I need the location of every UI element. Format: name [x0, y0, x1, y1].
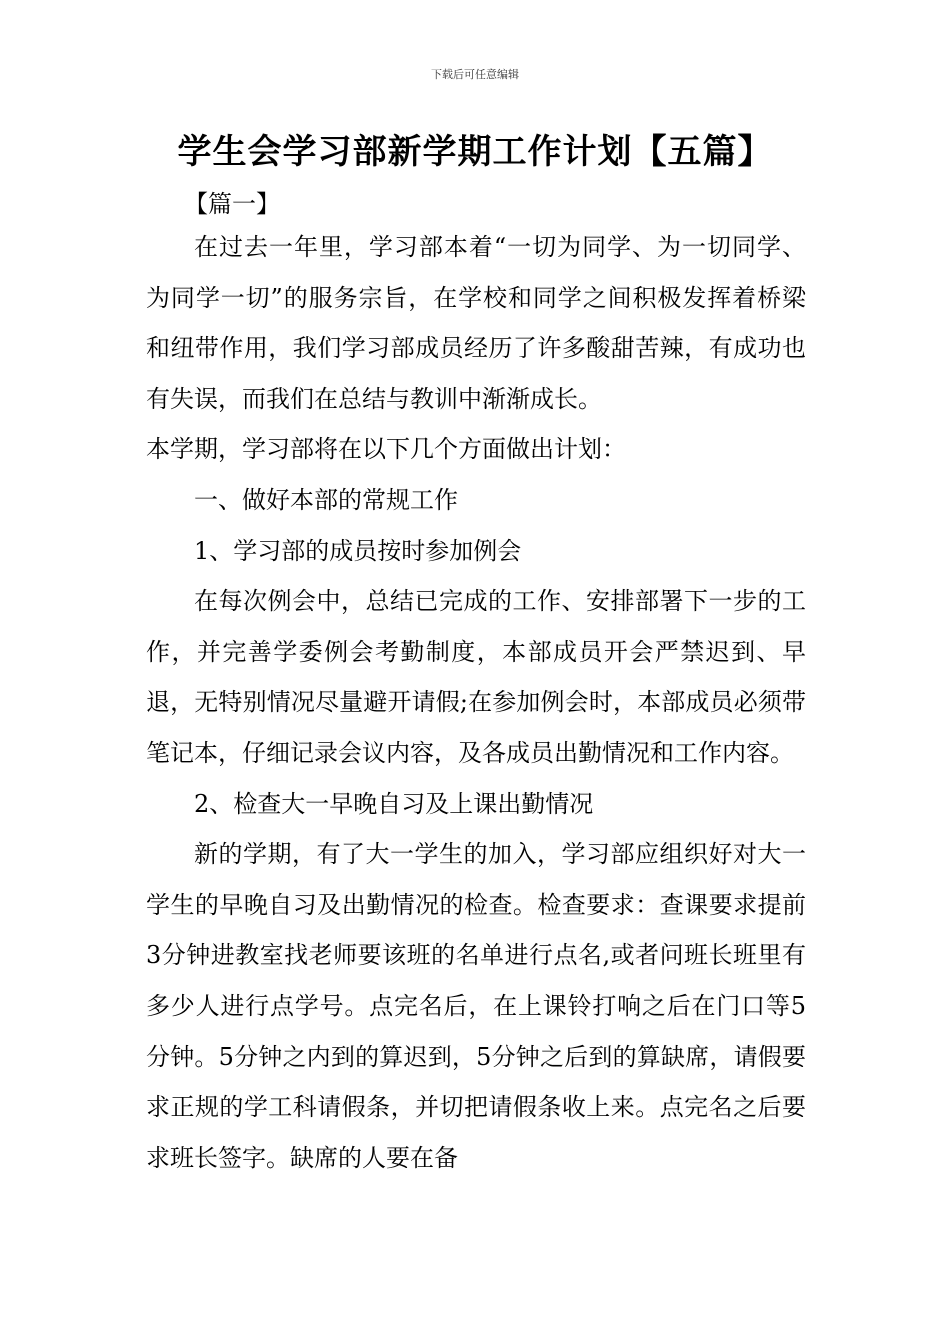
document-title: 学生会学习部新学期工作计划【五篇】 [177, 132, 773, 172]
paragraph-intro: 在过去一年里，学习部本着“一切为同学、为一切同学、为同学一切”的服务宗旨，在学校和同学之间积极发挥着桥梁和纽带作用，我们学习部成员经历了许多酸甜苦辣，有成功也有失误，而我们在总结与教训中渐渐成长。 [146, 233, 806, 413]
heading-check-attendance: 2、检查大一早晚自习及上课出勤情况 [194, 789, 594, 818]
paragraph-meetings: 在每次例会中，总结已完成的工作、安排部署下一步的工作，并完善学委例会考勤制度，本部成员开会严禁迟到、早退，无特别情况尽量避开请假;在参加例会时，本部成员必须带笔记本，仔细记录会议内容，及各成员出勤情况和工作内容。 [146, 587, 806, 767]
document-body [146, 222, 806, 1183]
heading-routine-work: 一、做好本部的常规工作 [194, 485, 458, 514]
heading-attend-meetings: 1、学习部的成员按时参加例会 [194, 536, 522, 565]
section-label: 【篇一】 [184, 190, 280, 218]
paragraph-plan-lead: 本学期，学习部将在以下几个方面做出计划： [146, 435, 626, 464]
paragraph-attendance: 新的学期，有了大一学生的加入，学习部应组织好对大一学生的早晚自习及出勤情况的检查。检查要求：查课要求提前3分钟进教室找老师要该班的名单进行点名,或者问班长班里有多少人进行点学号。点完名后，在上课铃打响之后在门口等5分钟。5分钟之内到的算迟到，5分钟之后到的算缺席，请假要求正规的学工科请假条，并切把请假条收上来。点完名之后要求班长签字。缺席的人要在备 [146, 840, 806, 1172]
header-note: 下载后可任意编辑 [431, 68, 519, 81]
